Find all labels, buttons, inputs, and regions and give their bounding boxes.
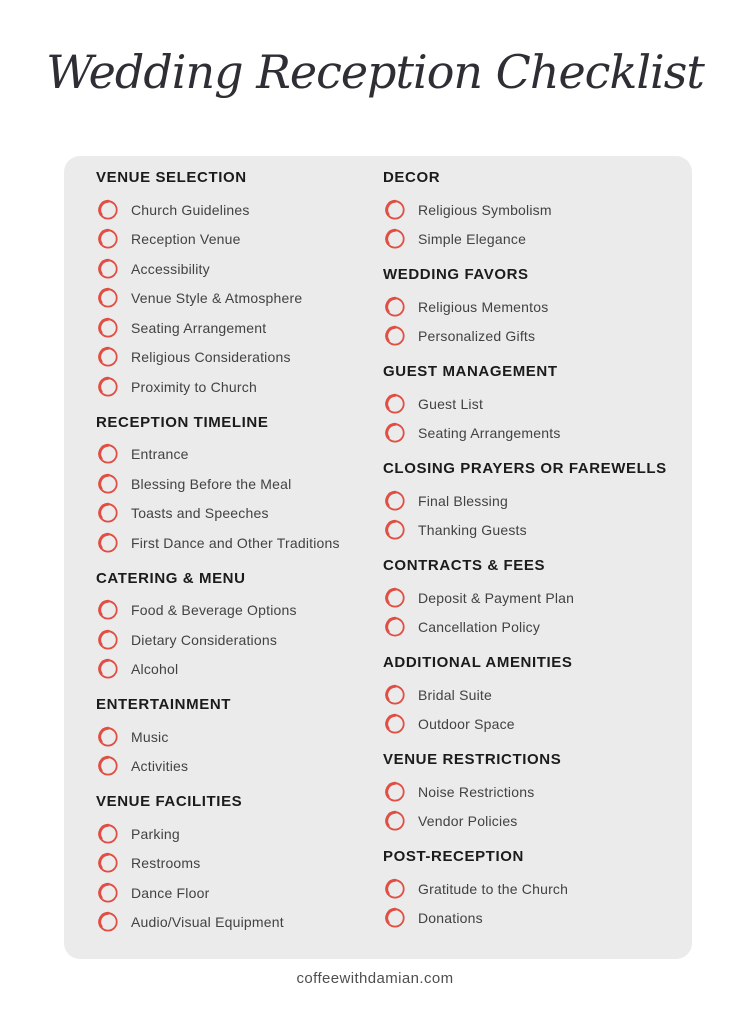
checklist-section	[96, 684, 383, 781]
checklist-item	[383, 225, 667, 255]
section-heading: DECOR	[383, 169, 441, 186]
checklist-item-label: Donations	[418, 910, 483, 927]
checklist-panel	[64, 156, 692, 959]
checklist-item-label: Venue Style & Atmosphere	[131, 290, 303, 307]
section-heading: ENTERTAINMENT	[96, 696, 232, 713]
checklist-item-label: Religious Symbolism	[418, 201, 552, 218]
checklist-item	[383, 904, 667, 934]
section-heading: WEDDING FAVORS	[383, 266, 529, 283]
checkbox-circle-icon[interactable]	[383, 615, 407, 639]
checklist-item-label: Cancellation Policy	[418, 619, 541, 636]
checkbox-circle-icon[interactable]	[383, 227, 407, 251]
checkbox-circle-icon[interactable]	[96, 198, 120, 222]
checklist-item-label: Bridal Suite	[418, 686, 492, 703]
checkbox-circle-icon[interactable]	[96, 345, 120, 369]
checklist-item-label: Final Blessing	[418, 492, 508, 509]
section-heading: POST-RECEPTION	[383, 848, 524, 865]
checklist-item	[383, 710, 667, 740]
checklist-item-label: Accessibility	[131, 260, 210, 277]
checklist-section	[96, 781, 383, 937]
checklist-item	[96, 195, 383, 225]
checkbox-circle-icon[interactable]	[96, 881, 120, 905]
checklist-item	[96, 284, 383, 314]
checklist-item-label: Personalized Gifts	[418, 328, 536, 345]
checklist-item	[383, 322, 667, 352]
checklist-item	[96, 655, 383, 685]
checkbox-circle-icon[interactable]	[96, 227, 120, 251]
checklist-item-label: Gratitude to the Church	[418, 880, 569, 897]
section-heading: VENUE RESTRICTIONS	[383, 751, 562, 768]
checklist-item-label: Seating Arrangement	[131, 319, 267, 336]
checklist-item-label: Food & Beverage Options	[131, 602, 297, 619]
checklist-item	[96, 849, 383, 879]
checklist-section	[383, 168, 667, 254]
checkbox-circle-icon[interactable]	[383, 780, 407, 804]
checklist-item	[383, 613, 667, 643]
section-heading: RECEPTION TIMELINE	[96, 413, 269, 431]
checklist-item	[383, 486, 667, 516]
checklist-item	[96, 343, 383, 373]
checklist-item	[383, 807, 667, 837]
checklist-item-label: Entrance	[131, 446, 189, 463]
checklist-item	[96, 254, 383, 284]
checklist-item-label: Deposit & Payment Plan	[418, 589, 575, 606]
checklist-item	[383, 292, 667, 322]
checklist-item-label: Parking	[131, 825, 180, 842]
checklist-section	[383, 642, 667, 739]
checkbox-circle-icon[interactable]	[96, 472, 120, 496]
section-heading: CLOSING PRAYERS OR FAREWELLS	[383, 460, 667, 477]
checklist-item	[383, 777, 667, 807]
checklist-section	[383, 545, 667, 642]
checkbox-circle-icon[interactable]	[96, 531, 120, 555]
checkbox-circle-icon[interactable]	[96, 851, 120, 875]
checkbox-circle-icon[interactable]	[383, 518, 407, 542]
checklist-item	[383, 195, 667, 225]
checklist-item	[96, 372, 383, 402]
checklist-item-label: Proximity to Church	[131, 378, 257, 395]
checkbox-circle-icon[interactable]	[96, 910, 120, 934]
checklist-item-label: Seating Arrangements	[418, 425, 561, 442]
checkbox-circle-icon[interactable]	[96, 375, 120, 399]
checklist-item	[96, 225, 383, 255]
checklist-item	[96, 313, 383, 343]
section-heading: VENUE SELECTION	[96, 169, 247, 186]
checklist-item	[383, 419, 667, 449]
checkbox-circle-icon[interactable]	[383, 906, 407, 930]
checklist-section	[383, 254, 667, 351]
section-heading: CATERING & MENU	[96, 569, 246, 587]
section-heading: GUEST MANAGEMENT	[383, 363, 558, 380]
checklist-column-left	[96, 168, 383, 941]
checklist-item-label: Religious Considerations	[131, 349, 291, 366]
checkbox-circle-icon[interactable]	[383, 392, 407, 416]
checklist-section	[383, 448, 667, 545]
checkbox-circle-icon[interactable]	[96, 754, 120, 778]
checkbox-circle-icon[interactable]	[96, 442, 120, 466]
checklist-item	[96, 528, 383, 558]
checklist-item-label: Religious Mementos	[418, 298, 549, 315]
checkbox-circle-icon[interactable]	[96, 598, 120, 622]
checklist-item-label: Alcohol	[131, 661, 179, 678]
checklist-item	[383, 680, 667, 710]
page-title: Wedding Reception Checklist	[46, 45, 704, 99]
checklist-item	[383, 583, 667, 613]
checkbox-circle-icon[interactable]	[383, 198, 407, 222]
checkbox-circle-icon[interactable]	[383, 712, 407, 736]
checklist-item	[96, 752, 383, 782]
checklist-item	[96, 908, 383, 938]
section-heading: VENUE FACILITIES	[96, 793, 243, 810]
checklist-item-label: First Dance and Other Traditions	[131, 534, 340, 551]
checklist-section	[96, 402, 383, 558]
checklist-item-label: Simple Elegance	[418, 231, 527, 248]
checkbox-circle-icon[interactable]	[96, 501, 120, 525]
checkbox-circle-icon[interactable]	[383, 489, 407, 513]
checklist-item	[383, 389, 667, 419]
checklist-item-label: Activities	[131, 758, 189, 775]
checkbox-circle-icon[interactable]	[383, 586, 407, 610]
checkbox-circle-icon[interactable]	[383, 877, 407, 901]
checklist-item-label: Noise Restrictions	[418, 783, 535, 800]
checklist-item-label: Outdoor Space	[418, 716, 515, 733]
checkbox-circle-icon[interactable]	[383, 295, 407, 319]
checkbox-circle-icon[interactable]	[383, 809, 407, 833]
section-heading: ADDITIONAL AMENITIES	[383, 654, 573, 671]
checklist-item-label: Music	[131, 728, 169, 745]
checklist-item	[383, 516, 667, 546]
section-heading: CONTRACTS & FEES	[383, 557, 546, 574]
checklist-item	[96, 469, 383, 499]
checklist-item-label: Reception Venue	[131, 231, 241, 248]
checklist-section	[96, 558, 383, 685]
checkbox-circle-icon[interactable]	[383, 683, 407, 707]
checkbox-circle-icon[interactable]	[96, 725, 120, 749]
checkbox-circle-icon[interactable]	[96, 657, 120, 681]
checklist-section	[383, 836, 667, 933]
footer-website: coffeewithdamian.com	[296, 970, 454, 987]
checklist-column-right	[383, 168, 667, 941]
checklist-section	[383, 351, 667, 448]
checklist-item	[96, 878, 383, 908]
checklist-item-label: Audio/Visual Equipment	[131, 914, 284, 931]
checkbox-circle-icon[interactable]	[383, 324, 407, 348]
checklist-item-label: Thanking Guests	[418, 522, 527, 539]
checklist-item-label: Toasts and Speeches	[131, 505, 269, 522]
checklist-item-label: Church Guidelines	[131, 201, 250, 218]
checklist-item-label: Dietary Considerations	[131, 631, 278, 648]
checklist-item-label: Guest List	[418, 395, 484, 412]
checklist-item	[96, 819, 383, 849]
checklist-item-label: Blessing Before the Meal	[131, 475, 292, 492]
checkbox-circle-icon[interactable]	[383, 421, 407, 445]
checklist-section	[96, 168, 383, 402]
checkbox-circle-icon[interactable]	[96, 822, 120, 846]
checklist-item	[96, 499, 383, 529]
checklist-item-label: Vendor Policies	[418, 813, 518, 830]
checkbox-circle-icon[interactable]	[96, 316, 120, 340]
checklist-item	[96, 625, 383, 655]
checklist-item	[383, 874, 667, 904]
checklist-section	[383, 739, 667, 836]
checklist-item	[96, 440, 383, 470]
checklist-item	[96, 596, 383, 626]
checkbox-circle-icon[interactable]	[96, 286, 120, 310]
checklist-item-label: Dance Floor	[131, 884, 210, 901]
checkbox-circle-icon[interactable]	[96, 257, 120, 281]
checkbox-circle-icon[interactable]	[96, 628, 120, 652]
checklist-item	[96, 722, 383, 752]
checklist-item-label: Restrooms	[131, 855, 201, 872]
